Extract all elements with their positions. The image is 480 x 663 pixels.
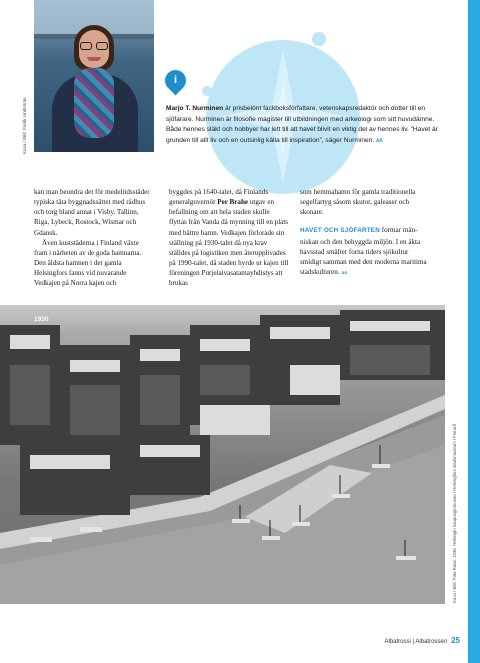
historic-harbor-photo <box>0 305 445 604</box>
wave-end-icon: ᴧᴧ <box>341 270 348 277</box>
paragraph <box>300 225 430 278</box>
decorative-dot <box>312 32 326 46</box>
paragraph: Även kuststäderna i Finland växte fram i närheten av de goda hamnarna. Den äldsta hamnen i det gamla Helsingfors fanns vid nuvarande Vedkajen på Norra kajen och <box>34 238 142 288</box>
text-segment: formar människan och den behyggda miljön. I en äkta havsstad smälter forna tiders sjökultur smidigt samman med den moderna maritima stadskulturen. <box>300 226 427 277</box>
paragraph: som hemmahamn för gamla traditionella segelfartyg såsom skutor, galeaser och skonare. <box>300 188 416 217</box>
article-column-2 <box>169 187 289 289</box>
author-name: Marjo T. Nurminen <box>166 105 224 112</box>
author-bio <box>166 104 444 146</box>
paragraph <box>169 187 289 289</box>
info-badge-label: i <box>173 74 178 86</box>
page-footer <box>385 636 461 645</box>
page-number: 25 <box>451 636 460 645</box>
article-column-1 <box>34 187 154 289</box>
page-edge-strip <box>468 0 480 663</box>
section-subhead: HAVET OCH SJÖFARTEN <box>300 227 380 235</box>
wave-end-icon: ᴧᴧ <box>376 137 383 144</box>
decorative-dot <box>202 86 212 96</box>
text-segment: byggdes på 1640-talet, då Finlands generalguvernör <box>169 188 269 207</box>
paragraph: kan man beundra det för medeltidsstäder typiska täta byggnadssättet med rådhus och torg bland annat i Visby, Tallinn, Riga, Lybeck, Rostock, Wismar och Gdansk. <box>34 188 150 237</box>
author-bio-text: är prisbelönt fackboksförfattare, vetenskapsredaktör och dotter till en sjöfarare. Nurminen är filosofie magister till utbildningen med arkeologi som sitt huvudämne. Både hennes släkt och hobbyer har lett till att havet blivit en viktig del av hennes liv. ”Havet är grunden till allt liv och en outsinlig källa till inspiration”, säger Nurminen. <box>166 105 438 144</box>
portrait-photo-credit: Kuva / Bild: Patrik Lindström <box>22 97 27 154</box>
text-segment: utgav en befallning om att hela staden skulle flyttas från Vanda då mynning till en plats med bättre hamn. Vedkajen förlorade sin ställning på 1930-talet då nya krav ställdes på logistiken men återupplivades på 1990-talet, då staden hyrde ut kajen till föreningen Purjelaivasatamayhdistys att brukas <box>169 198 289 288</box>
person-name: Per Brahe <box>217 198 249 207</box>
historic-photo-credit: Kuva / Bild: Foto Roos, 1930, Helsingin kaupunginmuseo / Helsingfors stadsmuseum / Finna.fi <box>452 423 457 603</box>
author-portrait-photo <box>34 0 154 152</box>
article-column-3 <box>300 187 430 278</box>
photo-year-label: 1930 <box>34 316 49 323</box>
magazine-name: Albatrossi | Albatrossen <box>384 639 448 645</box>
